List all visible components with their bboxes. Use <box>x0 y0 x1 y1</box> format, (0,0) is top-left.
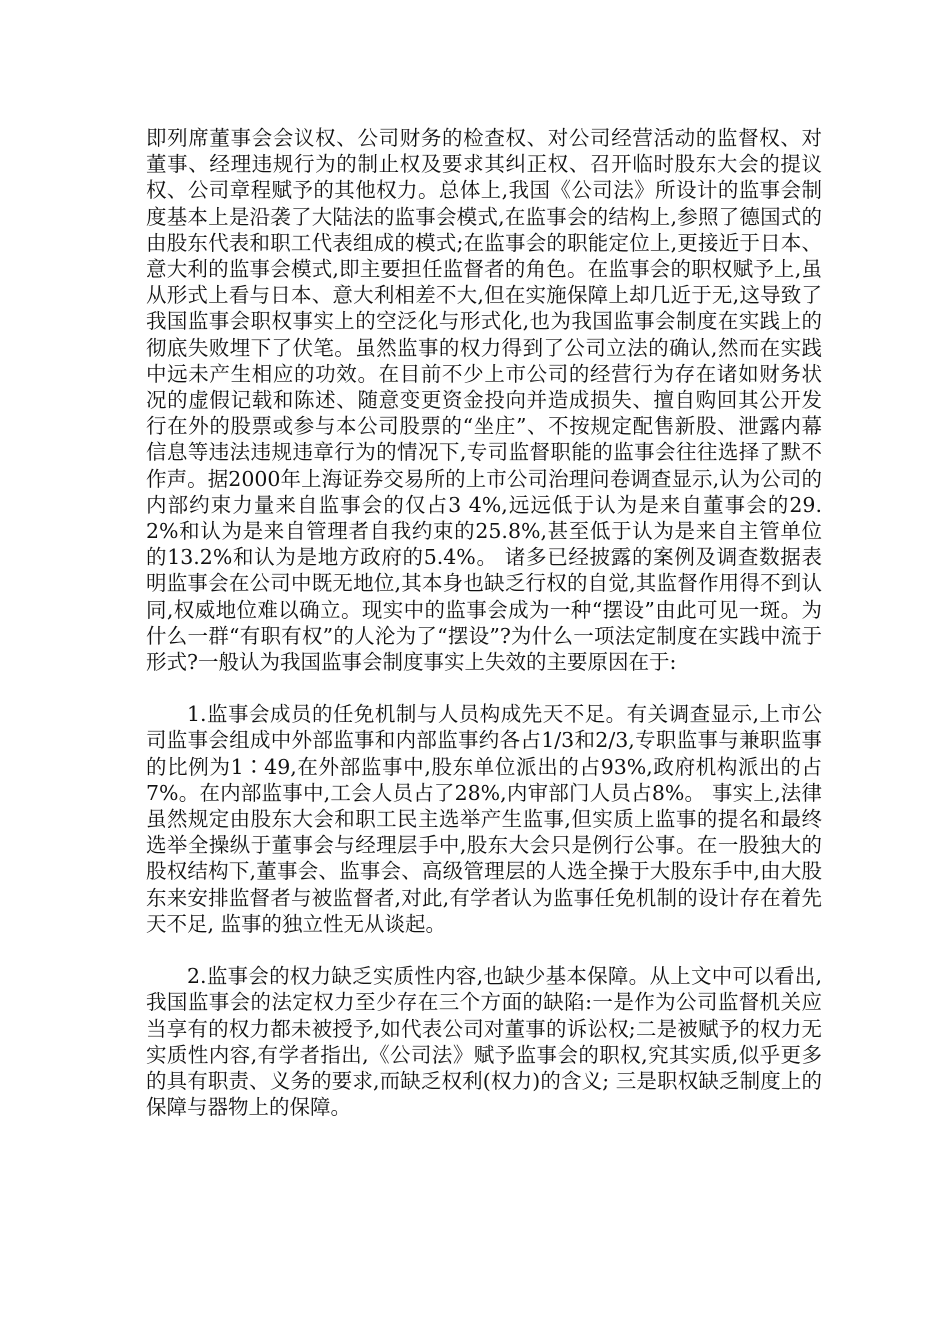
paragraph-gap <box>146 937 822 963</box>
paragraph-gap <box>146 675 822 701</box>
paragraph-3: 2.监事会的权力缺乏实质性内容,也缺少基本保障。从上文中可以看出,我国监事会的法定权力至少存在三个方面的缺陷:一是作为公司监督机关应当享有的权力都未被授予,如代表公司对董事的诉讼权;二是被赋予的权力无实质性内容,有学者指出,《公司法》赋予监事会的职权,究其实质,似乎更多的具有职责、义务的要求,而缺乏权利(权力)的含义; 三是职权缺乏制度上的保障与器物上的保障。 <box>146 964 822 1120</box>
document-body <box>146 125 822 1120</box>
paragraph-2: 1.监事会成员的任免机制与人员构成先天不足。有关调查显示,上市公司监事会组成中外部监事和内部监事约各占1/3和2/3,专职监事与兼职监事的比例为1∶49,在外部监事中,股东单位派出的占93%,政府机构派出的占7%。在内部监事中,工会人员占了28%,内审部门人员占8%。 事实上,法律虽然规定由股东大会和职工民主选举产生监事,但实质上监事的提名和最终选举全操纵于董事会与经理层手中,股东大会只是例行公事。在一股独大的股权结构下,董事会、监事会、高级管理层的人选全操于大股东手中,由大股东来安排监督者与被监督者,对此,有学者认为监事任免机制的设计存在着先天不足, 监事的独立性无从谈起。 <box>146 702 822 936</box>
paragraph-1: 即列席董事会会议权、公司财务的检查权、对公司经营活动的监督权、对董事、经理违规行为的制止权及要求其纠正权、召开临时股东大会的提议权、公司章程赋予的其他权力。总体上,我国《公司法》所设计的监事会制度基本上是沿袭了大陆法的监事会模式,在监事会的结构上,参照了德国式的由股东代表和职工代表组成的模式;在监事会的职能定位上,更接近于日本、意大利的监事会模式,即主要担任监督者的角色。在监事会的职权赋予上,虽从形式上看与日本、意大利相差不大,但在实施保障上却几近于无,这导致了我国监事会职权事实上的空泛化与形式化,也为我国监事会制度在实践上的彻底失败埋下了伏笔。虽然监事的权力得到了公司立法的确认,然而在实践中远未产生相应的功效。在目前不少上市公司的经营行为存在诸如财务状况的虚假记载和陈述、随意变更资金投向并造成损失、擅自购回其公开发行在外的股票或参与本公司股票的“坐庄”、不按规定配售新股、泄露内幕信息等违法违规违章行为的情况下,专司监督职能的监事会往往选择了默不作声。据2000年上海证券交易所的上市公司治理问卷调查显示,认为公司的内部约束力量来自监事会的仅占3 4%,远远低于认为是来自董事会的29.2%和认为是来自管理者自我约束的25.8%,甚至低于认为是来自主管单位的13.2%和认为是地方政府的5.4%。 诸多已经披露的案例及调查数据表明监事会在公司中既无地位,其本身也缺乏行权的自觉,其监督作用得不到认同,权威地位难以确立。现实中的监事会成为一种“摆设”由此可见一斑。为什么一群“有职有权”的人沦为了“摆设”?为什么一项法定制度在实践中流于形式?一般认为我国监事会制度事实上失效的主要原因在于: <box>146 126 822 675</box>
